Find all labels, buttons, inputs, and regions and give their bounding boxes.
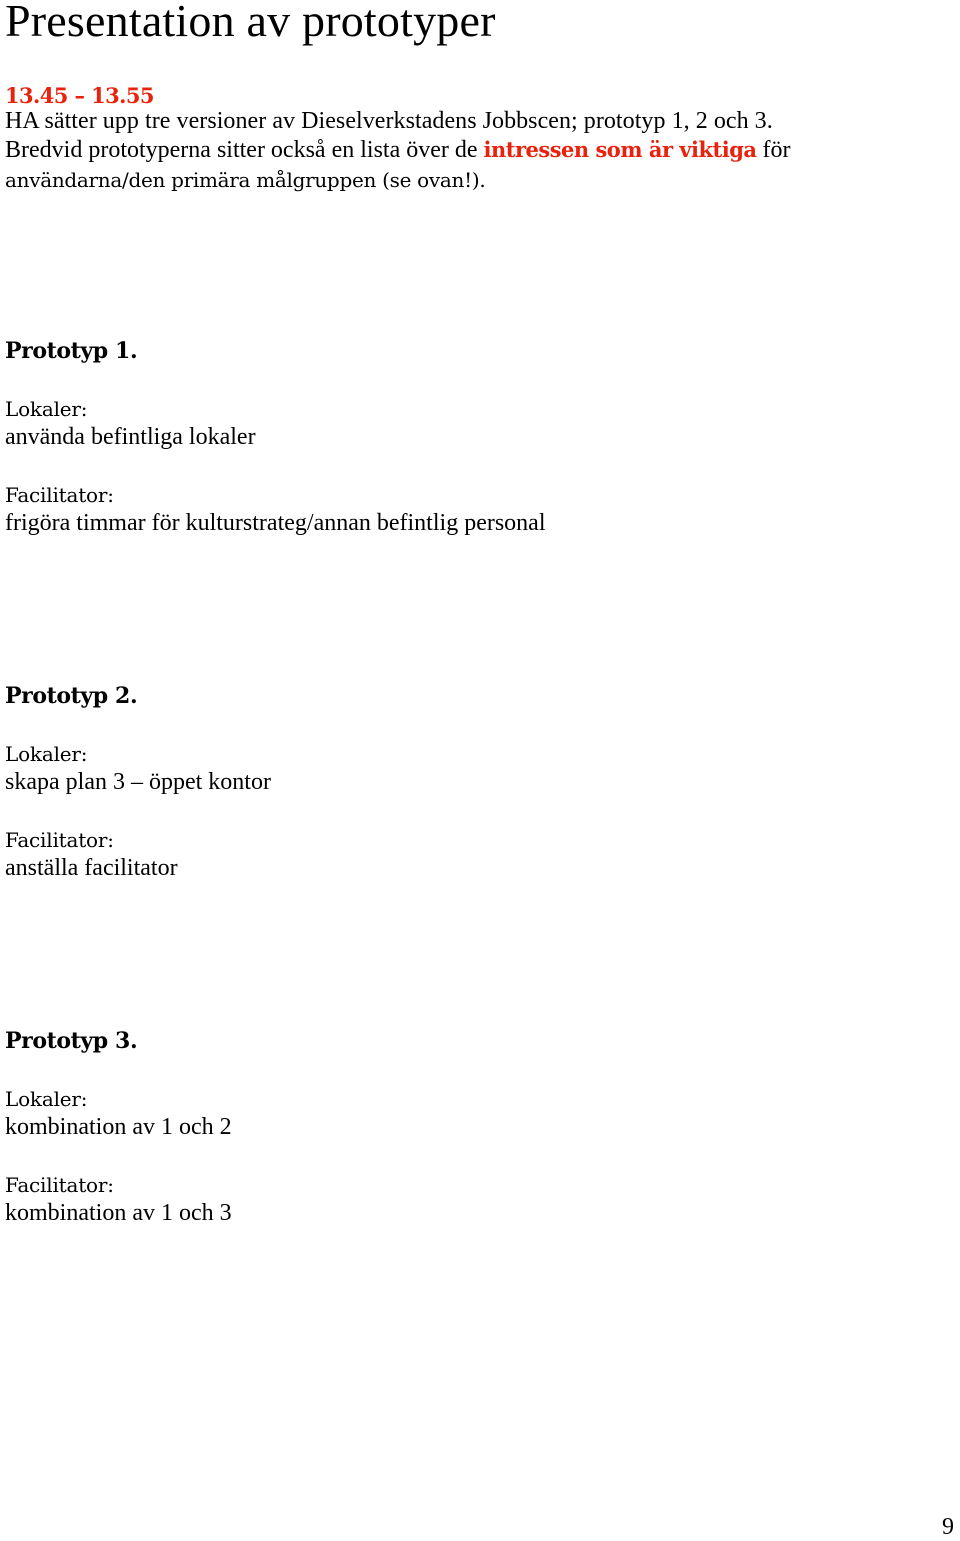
page-title: Presentation av prototyper <box>5 0 496 46</box>
intro-line-1: HA sätter upp tre versioner av Dieselverkstadens Jobbscen; prototyp 1, 2 och 3. <box>5 108 773 134</box>
intro-line-2-end: för <box>756 137 791 163</box>
intro-line-3: användarna/den primära målgruppen (se ovan!). <box>5 168 486 192</box>
intro-line-2-start: Bredvid prototyperna sitter också en lista över de <box>5 137 484 163</box>
page-number: 9 <box>942 1514 954 1540</box>
prototype-2-lokaler-value: skapa plan 3 – öppet kontor <box>5 769 271 795</box>
time-range: 13.45 – 13.55 <box>5 83 154 108</box>
prototype-1-title: Prototyp 1. <box>5 338 138 364</box>
intro-line-2 <box>5 135 791 165</box>
prototype-1-facilitator-label: Facilitator: <box>5 483 114 507</box>
prototype-1-facilitator-value: frigöra timmar för kulturstrateg/annan befintlig personal <box>5 510 546 536</box>
prototype-3-title: Prototyp 3. <box>5 1028 138 1054</box>
prototype-1-lokaler-value: använda befintliga lokaler <box>5 424 256 450</box>
prototype-2-facilitator-label: Facilitator: <box>5 828 114 852</box>
prototype-3-facilitator-label: Facilitator: <box>5 1173 114 1197</box>
prototype-3-lokaler-value: kombination av 1 och 2 <box>5 1114 232 1140</box>
prototype-3-lokaler-label: Lokaler: <box>5 1087 88 1111</box>
intro-highlight: intressen som är viktiga <box>483 137 757 162</box>
prototype-2-facilitator-value: anställa facilitator <box>5 855 178 881</box>
prototype-2-lokaler-label: Lokaler: <box>5 742 88 766</box>
prototype-2-title: Prototyp 2. <box>5 683 138 709</box>
prototype-3-facilitator-value: kombination av 1 och 3 <box>5 1200 232 1226</box>
prototype-1-lokaler-label: Lokaler: <box>5 397 88 421</box>
